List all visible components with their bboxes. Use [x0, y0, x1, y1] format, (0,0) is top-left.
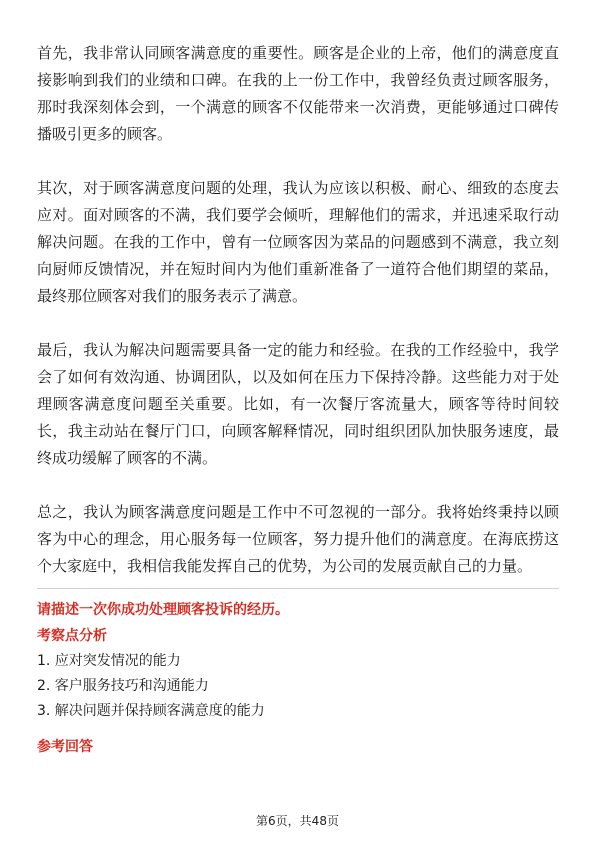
paragraph-conclusion: 总之，我认为顾客满意度问题是工作中不可忽视的一部分。我将始终秉持以顾客为中心的理念，用心服务每一位顾客，努力提升他们的满意度。在海底捞这个大家庭中，我相信我能发挥自己的优势，为公司的发展贡献自己的力量。: [37, 503, 559, 575]
list-item: 3. 解决问题并保持顾客满意度的能力: [37, 703, 265, 719]
page-number: 第6页，共48页: [256, 814, 339, 828]
reference-answer-heading: 参考回答: [37, 739, 93, 755]
analysis-list: [37, 649, 559, 724]
list-item: 2. 客户服务技巧和沟通能力: [37, 678, 209, 694]
analysis-heading: 考察点分析: [37, 628, 107, 644]
question-heading: 请描述一次你成功处理顾客投诉的经历。: [37, 602, 289, 618]
list-item: 1. 应对突发情况的能力: [37, 653, 181, 669]
paragraph-second: 其次，对于顾客满意度问题的处理，我认为应该以积极、耐心、细致的态度去应对。面对顾客的不满，我们要学会倾听，理解他们的需求，并迅速采取行动解决问题。在我的工作中，曾有一位顾客因为菜品的问题感到不满意，我立刻向厨师反馈情况，并在短时间内为他们重新准备了一道符合他们期望的菜品，最终那位顾客对我们的服务表示了满意。: [37, 179, 559, 305]
page-content: [37, 40, 559, 760]
section-divider: [37, 588, 559, 589]
paragraph-first: 首先，我非常认同顾客满意度的重要性。顾客是企业的上帝，他们的满意度直接影响到我们的业绩和口碑。在我的上一份工作中，我曾经负责过顾客服务，那时我深刻体会到，一个满意的顾客不仅能带来一次消费，更能够通过口碑传播吸引更多的顾客。: [37, 44, 559, 143]
paragraph-third: 最后，我认为解决问题需要具备一定的能力和经验。在我的工作经验中，我学会了如何有效沟通、协调团队，以及如何在压力下保持冷静。这些能力对于处理顾客满意度问题至关重要。比如，有一次餐厅客流量大，顾客等待时间较长，我主动站在餐厅门口，向顾客解释情况，同时组织团队加快服务速度，最终成功缓解了顾客的不满。: [37, 341, 559, 467]
